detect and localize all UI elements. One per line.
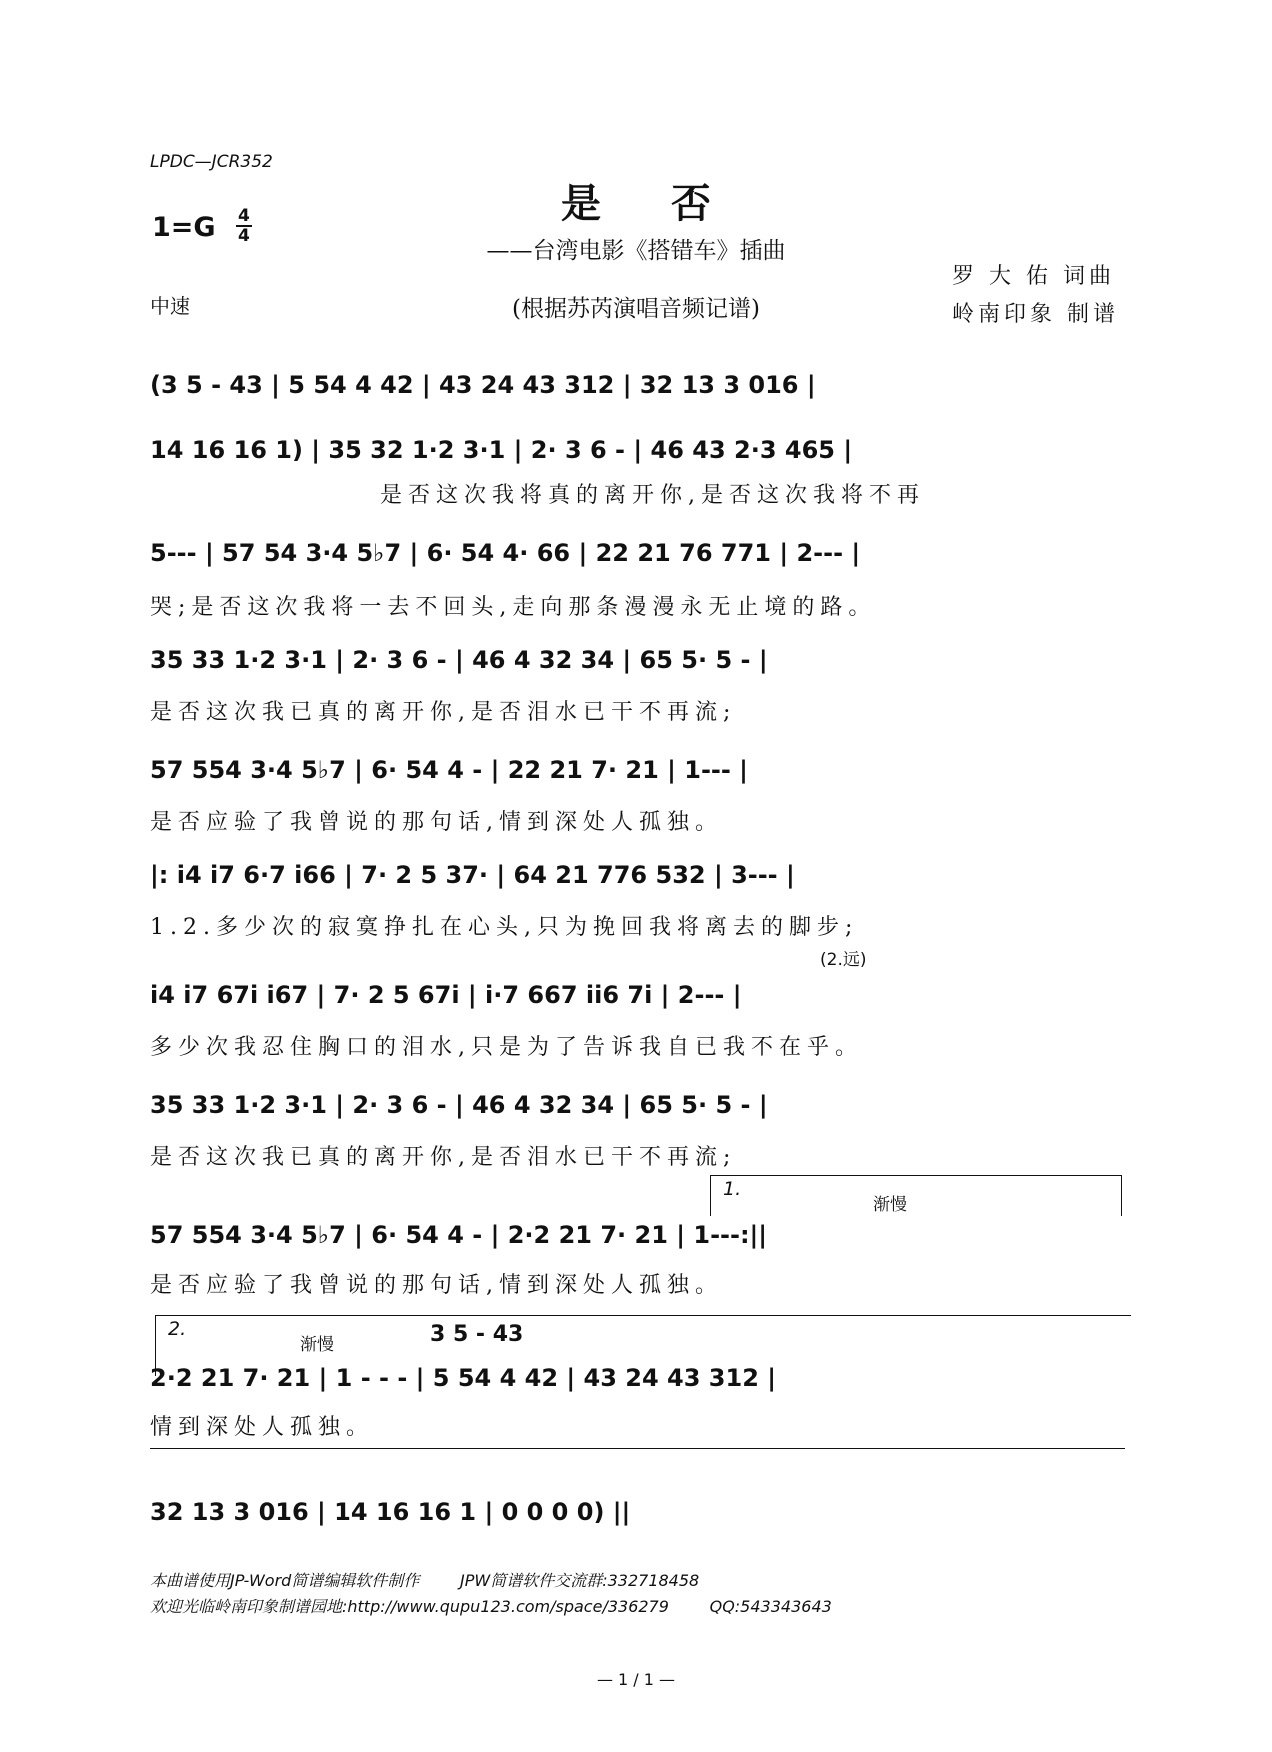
alternate-lyric: (2.远) [820,950,867,970]
notation-line: 35 33 1·2 3·1 | 2· 3 6 - | 46 4 32 34 | 65 5· 5 - | [150,646,768,674]
notation-line: i4 i7 67i i67 | 7· 2 5 67i | i·7 667 ii6 7i | 2--- | [150,981,742,1009]
lyrics-row-5: 是否应验了我曾说的那句话,情到深处人孤独。 [150,810,723,835]
key-signature: 1=G [152,212,216,243]
footer-line-1: 本曲谱使用JP-Word简谱编辑软件制作 JPW简谱软件交流群:332718458 [150,1571,700,1590]
first-ending-label: 1. [723,1178,742,1200]
page-number: — 1 / 1 — [596,1670,676,1689]
notation-line: 32 13 3 016 | 14 16 16 1 | 0 0 0 0) || [150,1498,631,1526]
score-code: LPDC—JCR352 [150,152,273,172]
time-denominator: 4 [238,226,250,246]
staff-row-3 [150,533,1130,573]
credits [952,258,1119,334]
staff-row-4 [150,640,1130,680]
notation-line: 57 554 3·4 5♭7 | 6· 54 4 - | 2·2 21 7· 21 | 1---:|| [150,1221,768,1249]
notation-line: |: i4 i7 6·7 i66 | 7· 2 5 37· | 64 21 776 532 | 3--- | [150,861,795,889]
staff-row-6 [150,855,1130,895]
time-signature [236,207,252,245]
credit-lyrics: 罗 大 佑 词曲 [952,264,1115,289]
section-divider [150,1448,1125,1449]
staff-row-1 [150,365,1130,405]
footer-line-2: 欢迎光临岭南印象制谱园地:http://www.qupu123.com/space/336279 QQ:543343643 [150,1597,832,1616]
lyrics-row-8: 是否这次我已真的离开你,是否泪水已干不再流; [150,1145,737,1170]
staff-row-9 [150,1215,1130,1255]
song-subtitle: ——台湾电影《搭错车》插曲 [486,238,786,264]
notation-line: (3 5 - 43 | 5 54 4 42 | 43 24 43 312 | 32 13 3 016 | [150,371,816,399]
first-ending-bracket [710,1175,1122,1216]
upper-voice-notes: 3 5 - 43 [430,1322,524,1347]
staff-row-2 [150,430,1130,470]
staff-row-5 [150,750,1130,790]
ritardando-marking-2: 渐慢 [300,1335,334,1355]
notation-line: 5--- | 57 54 3·4 5♭7 | 6· 54 4· 66 | 22 21 76 771 | 2--- | [150,539,861,567]
song-title: 是否 [561,180,781,227]
tempo-marking: 中速 [150,294,190,318]
lyrics-row-2: 是否这次我将真的离开你,是否这次我将不再 [380,483,925,508]
lyrics-row-10: 情到深处人孤独。 [150,1415,375,1440]
staff-row-10 [150,1358,1130,1398]
lyrics-row-4: 是否这次我已真的离开你,是否泪水已干不再流; [150,700,737,725]
transcription-note: (根据苏芮演唱音频记谱) [512,296,760,322]
lyrics-row-9: 是否应验了我曾说的那句话,情到深处人孤独。 [150,1273,723,1298]
lyrics-row-6: 1.2.多少次的寂寞挣扎在心头,只为挽回我将离去的脚步; [150,915,859,940]
notation-line: 35 33 1·2 3·1 | 2· 3 6 - | 46 4 32 34 | 65 5· 5 - | [150,1091,768,1119]
lyrics-row-3: 哭;是否这次我将一去不回头,走向那条漫漫永无止境的路。 [150,595,877,620]
second-ending-label: 2. [168,1318,187,1340]
staff-row-7 [150,975,1130,1015]
ritardando-marking: 渐慢 [873,1195,907,1215]
credit-score: 岭南印象 制谱 [952,302,1119,327]
notation-line: 14 16 16 1) | 35 32 1·2 3·1 | 2· 3 6 - | 46 43 2·3 465 | [150,436,853,464]
staff-row-11 [150,1492,1130,1532]
notation-line: 2·2 21 7· 21 | 1 - - - | 5 54 4 42 | 43 24 43 312 | [150,1364,777,1392]
notation-line: 57 554 3·4 5♭7 | 6· 54 4 - | 22 21 7· 21 | 1--- | [150,756,748,784]
time-numerator: 4 [238,206,250,226]
staff-row-8 [150,1085,1130,1125]
lyrics-row-7: 多少次我忍住胸口的泪水,只是为了告诉我自已我不在乎。 [150,1035,863,1060]
footer [150,1568,832,1620]
